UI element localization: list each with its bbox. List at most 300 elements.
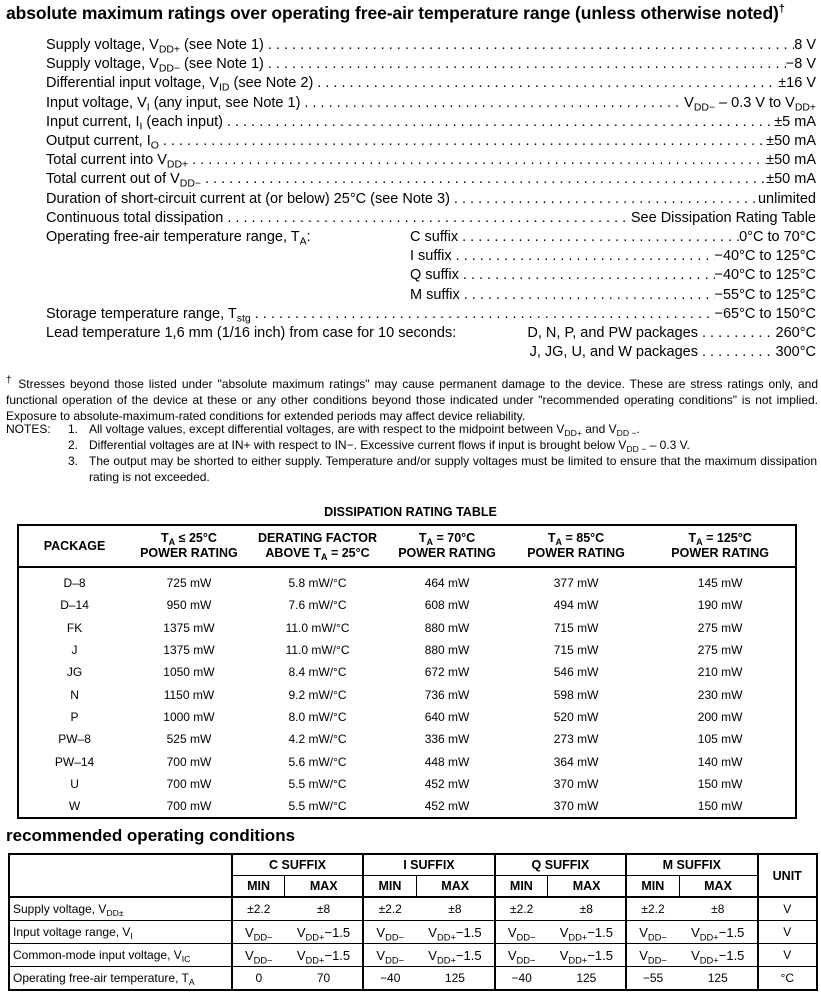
leader-dots — [251, 305, 715, 324]
table-row — [9, 921, 817, 944]
header-text: T — [547, 531, 556, 545]
header-text: T — [688, 531, 697, 545]
min-cell: ±2.2 — [626, 897, 679, 921]
header-text: POWER RATING — [398, 546, 496, 560]
leader-dots — [201, 170, 766, 189]
rating-label-text: Supply voltage, V — [46, 56, 159, 73]
rating-row — [46, 94, 816, 113]
value-cell: 210 mW — [697, 665, 743, 680]
parameter-cell — [9, 967, 232, 991]
max-cell — [548, 944, 626, 967]
note-text-body: Differential voltages are at IN+ with respect to IN−. Excessive current flows if input is brought below V — [89, 438, 627, 452]
abs-max-title — [6, 3, 785, 24]
rating-label — [46, 170, 201, 189]
subscript: DD+ — [166, 159, 189, 171]
subscript: DD+ — [436, 954, 456, 965]
value-cell: 448 mW — [424, 754, 470, 769]
rating-label — [46, 94, 300, 113]
min-cell — [495, 921, 548, 944]
suffix-value — [715, 266, 816, 285]
value-cell: 275 mW — [697, 620, 743, 635]
suffix-value — [715, 286, 816, 305]
max-cell — [679, 944, 757, 967]
dissipation-header-row — [18, 525, 796, 567]
dissipation-rating-table — [17, 524, 797, 819]
op-temp-suffix-row — [410, 266, 816, 285]
parameter-text: Operating free-air temperature, T — [13, 971, 189, 985]
unit-cell: V — [758, 921, 818, 944]
package-cell: W — [68, 799, 81, 814]
subscript: DD− — [647, 931, 667, 942]
table-row — [18, 706, 796, 728]
header-line-2 — [509, 546, 643, 561]
rating-value-text: See Dissipation Rating Table — [630, 209, 816, 226]
package-label — [506, 324, 698, 343]
leader-dots — [698, 343, 772, 362]
rating-label — [46, 74, 313, 93]
suffix-group-header: M SUFFIX — [626, 854, 757, 876]
suffix-label-text: I suffix — [410, 248, 452, 265]
header-line-1 — [509, 531, 643, 546]
header-text: = 70°C — [433, 531, 476, 545]
table-row — [18, 683, 796, 705]
header-text: ≤ 25°C — [175, 531, 217, 545]
rating-row — [46, 55, 816, 74]
table-row — [18, 661, 796, 683]
header-text: = 25°C — [327, 546, 370, 560]
value-cell: 11.0 mW/°C — [285, 620, 350, 635]
op-temp-suffix-row — [410, 247, 816, 266]
value-cell: 950 mW — [166, 598, 212, 613]
rating-row — [46, 170, 816, 189]
subscript: DD+ — [564, 428, 582, 439]
lead-temp-label-text: Lead temperature 1,6 mm (1/16 inch) from case for 10 seconds: — [46, 325, 457, 341]
subscript: DD − — [616, 428, 637, 439]
max-cell — [416, 921, 494, 944]
rating-label — [46, 209, 223, 228]
package-label — [506, 343, 698, 362]
offset-text: −1.5 — [587, 947, 613, 963]
subscript: DD+ — [794, 102, 816, 114]
subscript: DD+ — [568, 931, 588, 942]
rating-row — [46, 36, 816, 55]
min-cell: −40 — [363, 967, 416, 991]
min-cell — [232, 921, 285, 944]
rating-label — [46, 151, 188, 170]
value-cell: 230 mW — [697, 687, 743, 702]
subscript: DD− — [516, 954, 536, 965]
rating-value-text: 260°C — [775, 325, 816, 341]
subscript: DD+ — [568, 954, 588, 965]
suffix-label — [410, 228, 458, 247]
value-cell: 370 mW — [553, 776, 599, 791]
rating-value-text: V — [684, 94, 694, 111]
rating-label-text: Input voltage, V — [46, 94, 147, 111]
subscript: A — [320, 552, 328, 563]
rating-value-text: 300°C — [775, 344, 816, 361]
package-cell: JG — [66, 665, 83, 680]
value-cell: 336 mW — [424, 732, 470, 747]
value-cell: 4.2 mW/°C — [288, 732, 347, 747]
header-line-1 — [647, 531, 793, 546]
note-number: 3. — [68, 454, 79, 468]
notes-label: NOTES: — [6, 422, 51, 436]
note-number: 2. — [68, 438, 79, 452]
value-cell: 11.0 mW/°C — [285, 643, 350, 658]
note-text-body: All voltage values, except differential voltages, are with respect to the midpoint between V — [89, 422, 565, 436]
subscript: DD− — [253, 954, 273, 965]
value-cell: 700 mW — [166, 754, 212, 769]
package-cell: D–8 — [63, 576, 86, 591]
min-cell — [626, 944, 679, 967]
value-cell: 275 mW — [697, 643, 743, 658]
package-label-text: D, N, P, and PW packages — [527, 325, 698, 341]
parameter-text: Common-mode input voltage, V — [13, 948, 182, 962]
max-cell: ±8 — [548, 897, 626, 921]
value-cell: 715 mW — [553, 620, 599, 635]
subscript: A — [168, 537, 176, 548]
rating-value — [774, 113, 816, 132]
value-cell: 494 mW — [553, 598, 599, 613]
leader-dots — [452, 247, 715, 266]
subscript: I — [146, 102, 150, 114]
rating-label-suffix: (see Note 1) — [180, 37, 264, 53]
subscript: DD− — [158, 63, 181, 75]
min-header: MIN — [495, 876, 548, 898]
rating-label-suffix: (see Note 1) — [180, 56, 264, 73]
offset-text: −1.5 — [455, 947, 482, 963]
rating-value-text: ±50 mA — [766, 133, 816, 149]
table-row — [18, 795, 796, 818]
rating-label — [46, 305, 251, 324]
leader-dots — [300, 94, 684, 113]
header-text: POWER RATING — [671, 546, 769, 560]
leader-dots — [264, 55, 786, 74]
rating-value-text: ±16 V — [778, 75, 816, 92]
vdd-symbol: V — [376, 924, 386, 940]
header-line-1 — [21, 539, 128, 554]
min-cell — [363, 921, 416, 944]
max-cell: 125 — [679, 967, 757, 991]
package-cell: N — [70, 687, 79, 702]
value-cell: 640 mW — [424, 709, 470, 724]
value-cell: 377 mW — [553, 576, 599, 591]
leader-dots — [460, 286, 715, 305]
op-temp-label-text: Operating free-air temperature range, T — [46, 229, 300, 245]
note-text — [89, 422, 817, 438]
dissipation-table-title: DISSIPATION RATING TABLE — [324, 505, 497, 519]
rating-value-text: −8 V — [785, 56, 816, 73]
suffix-label — [410, 247, 452, 266]
offset-text: −1.5 — [718, 947, 745, 963]
rating-value — [772, 343, 816, 362]
lead-temp-package-row — [506, 343, 816, 362]
value-cell: 1150 mW — [163, 687, 215, 702]
value-cell: 1375 mW — [163, 643, 215, 658]
rating-label-text: Duration of short-circuit current at (or below) 25°C (see Note 3) — [46, 190, 450, 207]
abs-max-title-text: absolute maximum ratings over operating free-air temperature range (unless otherwise noted) — [6, 3, 779, 23]
vdd-symbol: V — [639, 947, 648, 963]
package-cell: J — [71, 643, 78, 658]
vdd-symbol: V — [507, 924, 517, 940]
package-cell: PW–8 — [58, 732, 91, 747]
value-cell: 1000 mW — [163, 709, 215, 724]
rating-value — [778, 74, 816, 93]
subscript: DD− — [516, 931, 536, 942]
rating-value — [766, 132, 816, 151]
rating-label-text: Output current, I — [46, 133, 151, 149]
suffix-label-text: C suffix — [410, 229, 459, 245]
value-cell: 150 mW — [697, 776, 743, 791]
lead-temp-label — [46, 324, 456, 343]
value-cell: 190 mW — [697, 598, 743, 613]
package-label-text: J, JG, U, and W packages — [529, 344, 698, 361]
rating-row — [46, 113, 816, 132]
column-header — [18, 525, 130, 567]
vdd-symbol: V — [244, 924, 254, 940]
min-cell — [232, 944, 285, 967]
rating-label-suffix: (each input) — [142, 113, 224, 130]
header-text: PACKAGE — [43, 538, 106, 553]
max-header: MAX — [285, 876, 363, 898]
suffix-group-header: Q SUFFIX — [495, 854, 626, 876]
min-cell — [495, 944, 548, 967]
max-cell: 125 — [548, 967, 626, 991]
max-cell — [679, 921, 757, 944]
table-row — [18, 750, 796, 772]
parameter-cell — [9, 921, 232, 944]
vdd-symbol: V — [559, 924, 569, 940]
value-cell: 8.4 mW/°C — [288, 665, 347, 680]
footnote — [6, 373, 818, 424]
column-header — [645, 525, 796, 567]
suffix-label — [410, 286, 460, 305]
rating-value — [758, 190, 816, 209]
suffix-value-text: 0°C to 70°C — [739, 229, 816, 245]
value-cell: 598 mW — [553, 687, 599, 702]
leader-dots — [459, 266, 715, 285]
subscript: ID — [219, 83, 230, 95]
subscript: I — [139, 121, 143, 133]
footnote-text: Stresses beyond those listed under "absolute maximum ratings" may cause permanent damage to the device. These are stress ratings only, and functional operation of the device at these or any other conditions beyond those indicated under "recommended operating conditions" is not implied. Exposure to absolute-maximum-rated conditions for extended periods may affect device reliability. — [6, 377, 818, 423]
suffix-value-text: −55°C to 125°C — [714, 286, 816, 303]
op-temp-suffix-row — [410, 286, 816, 305]
value-cell: 700 mW — [166, 776, 212, 791]
value-cell: 1375 mW — [163, 620, 215, 635]
value-cell: 370 mW — [553, 799, 599, 814]
value-cell: 5.5 mW/°C — [288, 776, 347, 791]
suffix-value-text: −40°C to 125°C — [714, 248, 816, 265]
rating-value — [715, 305, 816, 324]
subscript: A — [299, 236, 307, 248]
note-text-body: – 0.3 V. — [646, 438, 690, 452]
value-cell: 546 mW — [553, 665, 599, 680]
lead-temp-package-row — [506, 324, 816, 343]
leader-dots — [188, 151, 766, 170]
table-row — [9, 967, 817, 991]
rating-label-text: Storage temperature range, T — [46, 305, 237, 322]
rating-label-text: Differential input voltage, V — [46, 75, 220, 92]
max-cell: 70 — [285, 967, 363, 991]
suffix-label-text: M suffix — [410, 286, 460, 303]
leader-dots — [159, 132, 766, 151]
rating-value — [631, 209, 816, 228]
rating-label-text: Continuous total dissipation — [46, 209, 224, 226]
min-cell: 0 — [232, 967, 285, 991]
subscript: A — [555, 537, 563, 548]
subscript: DD− — [385, 954, 405, 965]
vdd-symbol: V — [376, 947, 386, 963]
op-temp-colon: : — [306, 229, 311, 245]
package-cell: PW–14 — [54, 754, 95, 769]
suffix-label-text: Q suffix — [410, 267, 459, 284]
value-cell: 1050 mW — [163, 665, 215, 680]
header-text: T — [161, 531, 169, 545]
subscript: DD+ — [699, 954, 719, 965]
rating-label-text: Input current, I — [46, 113, 140, 130]
rating-label-suffix: (any input, see Note 1) — [149, 94, 301, 111]
vdd-symbol: V — [428, 947, 437, 963]
op-temp-label — [46, 228, 311, 247]
value-cell: 700 mW — [166, 799, 212, 814]
note-text-body: The output may be shorted to either supply. Temperature and/or supply voltages must be limited to ensure that the maximum dissipation rating is not exceeded. — [89, 454, 817, 484]
min-cell: −40 — [495, 967, 548, 991]
vdd-symbol: V — [428, 924, 437, 940]
header-line-1 — [250, 531, 385, 546]
package-cell: FK — [66, 620, 83, 635]
suffix-value — [715, 247, 816, 266]
column-header — [387, 525, 507, 567]
rating-value-text: – 0.3 V to V — [715, 94, 795, 111]
subscript: A — [696, 537, 703, 548]
value-cell: 140 mW — [697, 754, 743, 769]
header-line-2 — [132, 546, 246, 561]
max-cell: ±8 — [416, 897, 494, 921]
rating-row — [46, 74, 816, 93]
unit-header: UNIT — [758, 854, 818, 897]
leader-dots — [458, 228, 739, 247]
vdd-symbol: V — [559, 947, 569, 963]
vdd-symbol: V — [296, 947, 306, 963]
value-cell: 464 mW — [424, 576, 470, 591]
rating-value-text: ±50 mA — [766, 171, 816, 188]
offset-text: −1.5 — [455, 924, 482, 940]
op-temp-suffix-row — [410, 228, 816, 247]
rating-label-text: Supply voltage, V — [46, 37, 159, 53]
rating-value — [794, 36, 816, 55]
header-line-2 — [250, 546, 385, 561]
subscript: IC — [181, 954, 191, 965]
leader-dots — [223, 209, 631, 228]
min-header: MIN — [626, 876, 679, 898]
value-cell: 5.5 mW/°C — [288, 799, 347, 814]
min-cell: ±2.2 — [495, 897, 548, 921]
subscript: DD− — [385, 931, 405, 942]
table-row — [9, 944, 817, 967]
value-cell: 150 mW — [697, 799, 743, 814]
storage-temp-row — [46, 305, 816, 324]
table-row — [18, 639, 796, 661]
rating-label-text: Total current out of V — [46, 171, 180, 188]
leader-dots — [450, 190, 758, 209]
note-number: 1. — [68, 422, 79, 436]
unit-cell: V — [758, 944, 818, 967]
column-header — [248, 525, 387, 567]
roc-header-groups — [9, 854, 817, 876]
unit-cell: V — [758, 897, 818, 921]
min-header: MIN — [363, 876, 416, 898]
header-text: T — [418, 531, 427, 545]
offset-text: −1.5 — [324, 947, 351, 963]
param-header — [9, 854, 232, 897]
column-header — [130, 525, 248, 567]
parameter-cell — [9, 944, 232, 967]
value-cell: 672 mW — [424, 665, 470, 680]
offset-text: −1.5 — [718, 924, 745, 940]
rating-label — [46, 55, 264, 74]
rating-value-text: ±50 mA — [766, 152, 816, 169]
rating-value-text: −65°C to 150°C — [714, 305, 816, 322]
subscript: DD− — [647, 954, 667, 965]
value-cell: 715 mW — [553, 643, 599, 658]
parameter-text: Input voltage range, V — [13, 925, 131, 939]
header-line-1 — [132, 531, 246, 546]
note-text-body: . — [636, 422, 640, 436]
column-header — [507, 525, 645, 567]
leader-dots — [264, 36, 794, 55]
header-line-2 — [647, 546, 793, 561]
rating-value — [772, 324, 816, 343]
rating-row — [46, 209, 816, 228]
rating-label — [46, 190, 450, 209]
suffix-value — [739, 228, 816, 247]
vdd-symbol: V — [691, 924, 700, 940]
subscript: DD+ — [699, 931, 719, 942]
table-row — [18, 567, 796, 594]
max-cell — [285, 921, 363, 944]
table-row — [18, 617, 796, 639]
value-cell: 725 mW — [166, 576, 212, 591]
subscript: DD+ — [436, 931, 456, 942]
subscript: O — [150, 140, 159, 152]
max-cell: ±8 — [285, 897, 363, 921]
header-line-1 — [389, 531, 505, 546]
header-text: POWER RATING — [527, 546, 625, 560]
rating-value — [786, 55, 816, 74]
subscript: DD+ — [158, 44, 181, 56]
value-cell: 5.6 mW/°C — [288, 754, 347, 769]
leader-dots — [313, 74, 778, 93]
value-cell: 145 mW — [697, 576, 743, 591]
value-cell: 736 mW — [424, 687, 470, 702]
rating-label — [46, 132, 159, 151]
header-text: DERATING FACTOR — [258, 531, 378, 545]
rating-label-suffix: (see Note 2) — [229, 75, 314, 92]
rating-value-text: ±5 mA — [774, 113, 816, 130]
package-cell: U — [70, 776, 79, 791]
subscript: DD − — [626, 444, 647, 455]
rating-value-text: 8 V — [794, 37, 816, 53]
table-row — [9, 897, 817, 921]
subscript: DD± — [106, 908, 124, 919]
value-cell: 452 mW — [424, 799, 470, 814]
subscript: DD− — [253, 931, 273, 942]
max-cell — [548, 921, 626, 944]
value-cell: 452 mW — [424, 776, 470, 791]
parameter-text: Supply voltage, V — [13, 902, 107, 916]
max-cell — [285, 944, 363, 967]
value-cell: 880 mW — [424, 643, 470, 658]
